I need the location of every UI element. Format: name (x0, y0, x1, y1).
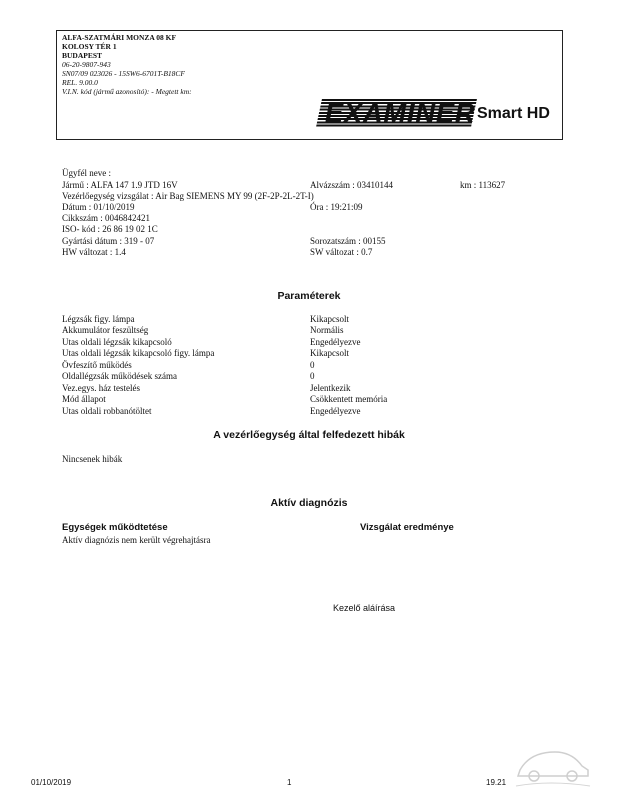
active-col-units: Egységek működtetése (62, 522, 168, 533)
header-line: V.I.N. kód (jármű azonosító): - Megtett km: (62, 87, 192, 96)
header-line: KOLOSY TÉR 1 (62, 42, 117, 51)
param-name: Utas oldali robbanótöltet (62, 406, 152, 416)
param-name: Akkumulátor feszültség (62, 325, 149, 335)
part-number: Cikkszám : 0046842421 (62, 213, 150, 223)
header-line: REL. 9.00.0 (62, 78, 98, 87)
param-name: Oldallégzsák működések száma (62, 371, 177, 381)
param-value: 0 (310, 360, 315, 370)
active-text: Aktív diagnózis nem került végrehajtásra (62, 535, 211, 545)
param-value: Kikapcsolt (310, 348, 349, 358)
header-line: ALFA-SZATMÁRI MONZA 08 KF (62, 33, 177, 42)
param-value: Normális (310, 325, 344, 335)
param-name: Vez.egys. ház testelés (62, 383, 140, 393)
watermark-car-icon (510, 740, 595, 790)
param-name: Övfeszítő működés (62, 360, 132, 370)
params-title: Paraméterek (277, 290, 341, 302)
production-date: Gyártási dátum : 319 - 07 (62, 236, 155, 246)
iso-code: ISO- kód : 26 86 19 02 1C (62, 224, 158, 234)
logo-suffix: Smart HD (477, 105, 550, 122)
faults-title: A vezérlőegység által felfedezett hibák (213, 429, 405, 441)
client-label: Ügyfél neve : (62, 168, 111, 178)
header-line: SN07/09 023026 - 15SW6-6701T-B18CF (62, 69, 185, 78)
sw-version: SW változat : 0.7 (310, 247, 373, 257)
param-name: Utas oldali légzsák kikapcsoló figy. lámpa (62, 348, 215, 358)
faults-text: Nincsenek hibák (62, 454, 123, 464)
active-title: Aktív diagnózis (270, 497, 348, 509)
operator-signature-label: Kezelő aláírása (333, 603, 396, 613)
param-value: Engedélyezve (310, 406, 361, 416)
param-name: Utas oldali légzsák kikapcsoló (62, 337, 172, 347)
footer-time: 19.21 (486, 778, 507, 787)
km: km : 113627 (460, 180, 506, 190)
footer-page: 1 (287, 778, 292, 787)
date: Dátum : 01/10/2019 (62, 202, 135, 212)
chassis: Alvázszám : 03410144 (310, 180, 393, 190)
header-line: 06-20-9807-943 (62, 60, 111, 69)
examiner-logo: EXAMINER (325, 98, 476, 128)
active-col-result: Vizsgálat eredménye (360, 522, 454, 533)
header-line: BUDAPEST (62, 51, 103, 60)
param-name: Légzsák figy. lámpa (62, 314, 135, 324)
time: Óra : 19:21:09 (310, 202, 363, 212)
footer-date: 01/10/2019 (31, 778, 72, 787)
vehicle: Jármű : ALFA 147 1.9 JTD 16V (62, 180, 178, 190)
param-value: Csökkentett memória (310, 394, 388, 404)
header-box (56, 30, 563, 140)
param-value: 0 (310, 371, 315, 381)
ecu-test: Vezérlőegység vizsgálat : Air Bag SIEMENS MY 99 (2F-2P-2L-2T-I) (62, 191, 314, 201)
hw-version: HW változat : 1.4 (62, 247, 126, 257)
param-value: Kikapcsolt (310, 314, 349, 324)
serial-number: Sorozatszám : 00155 (310, 236, 386, 246)
param-value: Jelentkezik (310, 383, 351, 393)
param-value: Engedélyezve (310, 337, 361, 347)
param-name: Mód állapot (62, 394, 106, 404)
